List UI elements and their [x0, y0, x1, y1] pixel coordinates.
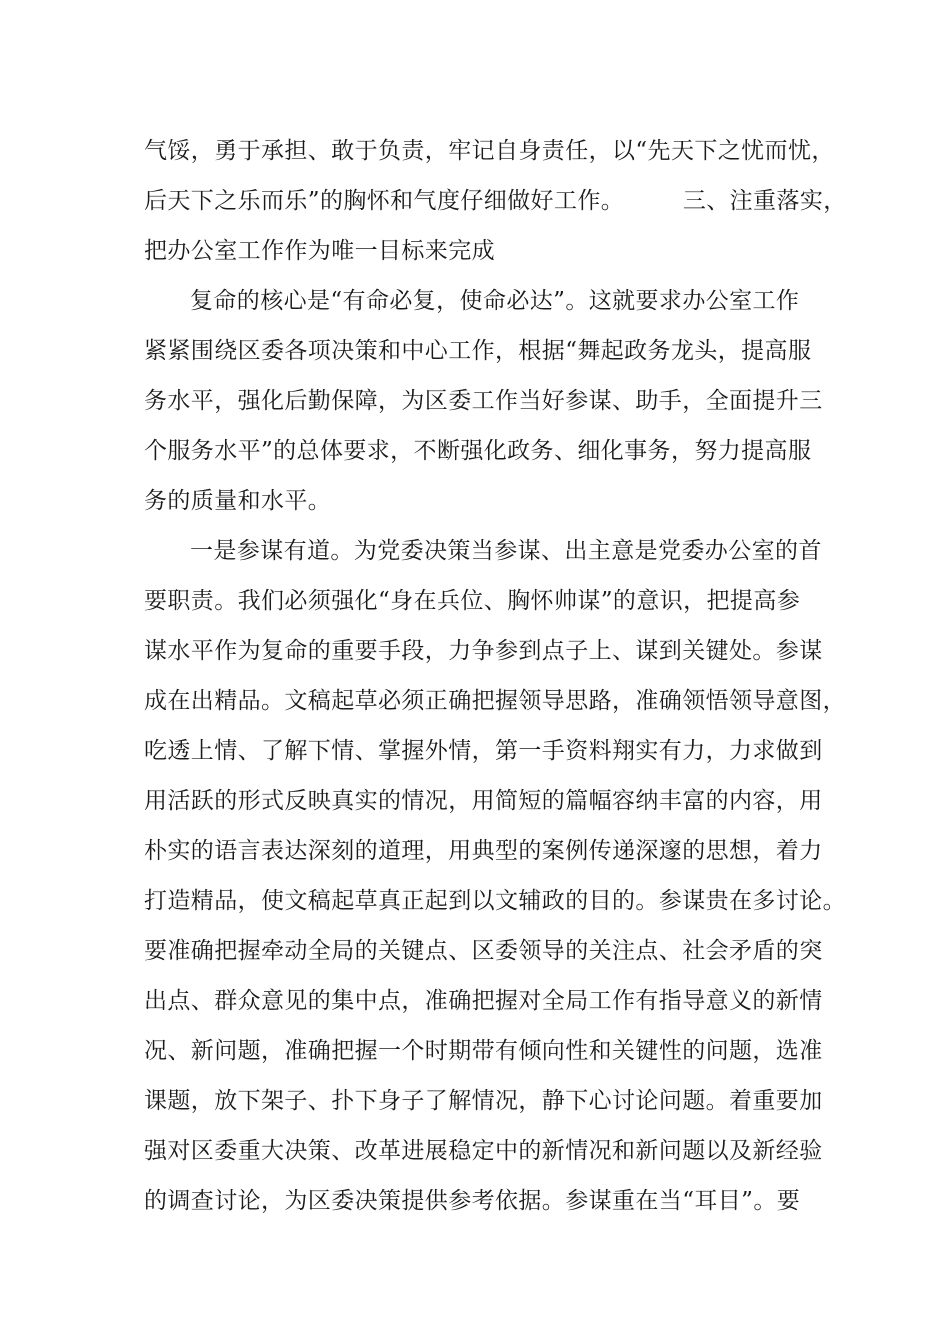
text-line: 务水平，强化后勤保障，为区委工作当好参谋、助手，全面提升三 — [144, 388, 823, 414]
text-line: 用活跃的形式反映真实的情况，用简短的篇幅容纳丰富的内容，用 — [144, 788, 823, 814]
text-line: 紧紧围绕区委各项决策和中心工作，根据“舞起政务龙头，提高服 — [144, 338, 812, 364]
text-line: 朴实的语言表达深刻的道理，用典型的案例传递深邃的思想，着力 — [144, 838, 823, 864]
text-line: 务的质量和水平。 — [144, 488, 332, 514]
text-line: 气馁，勇于承担、敢于负责，牢记自身责任，以“先天下之忧而忧， — [144, 138, 835, 164]
text-line: 吃透上情、了解下情、掌握外情，第一手资料翔实有力，力求做到 — [144, 738, 823, 764]
text-line: 后天下之乐而乐”的胸怀和气度仔细做好工作。 三、注重落实， — [144, 188, 847, 214]
paragraph-first-line: 一是参谋有道。为党委决策当参谋、出主意是党委办公室的首 — [190, 538, 822, 564]
text-line: 课题，放下架子、扑下身子了解情况，静下心讨论问题。着重要加 — [144, 1088, 823, 1114]
text-line: 况、新问题，准确把握一个时期带有倾向性和关键性的问题，选准 — [144, 1038, 823, 1064]
text-line: 出点、群众意见的集中点，准确把握对全局工作有指导意义的新情 — [144, 988, 823, 1014]
text-line: 要准确把握牵动全局的关键点、区委领导的关注点、社会矛盾的突 — [144, 938, 823, 964]
text-line: 个服务水平”的总体要求，不断强化政务、细化事务，努力提高服 — [144, 438, 812, 464]
text-line: 成在出精品。文稿起草必须正确把握领导思路，准确领悟领导意图， — [144, 688, 846, 714]
text-line: 强对区委重大决策、改革进展稳定中的新情况和新问题以及新经验 — [144, 1138, 823, 1164]
section-heading-line: 把办公室工作作为唯一目标来完成 — [144, 238, 495, 264]
text-line: 要职责。我们必须强化“身在兵位、胸怀帅谋”的意识，把提高参 — [144, 588, 801, 614]
text-line: 打造精品，使文稿起草真正起到以文辅政的目的。参谋贵在多讨论。 — [144, 888, 846, 914]
text-line: 谋水平作为复命的重要手段，力争参到点子上、谋到关键处。参谋 — [144, 638, 823, 664]
text-line: 的调查讨论，为区委决策提供参考依据。参谋重在当“耳目”。要 — [144, 1188, 801, 1214]
paragraph-first-line: 复命的核心是“有命必复，使命必达”。这就要求办公室工作 — [190, 288, 800, 314]
